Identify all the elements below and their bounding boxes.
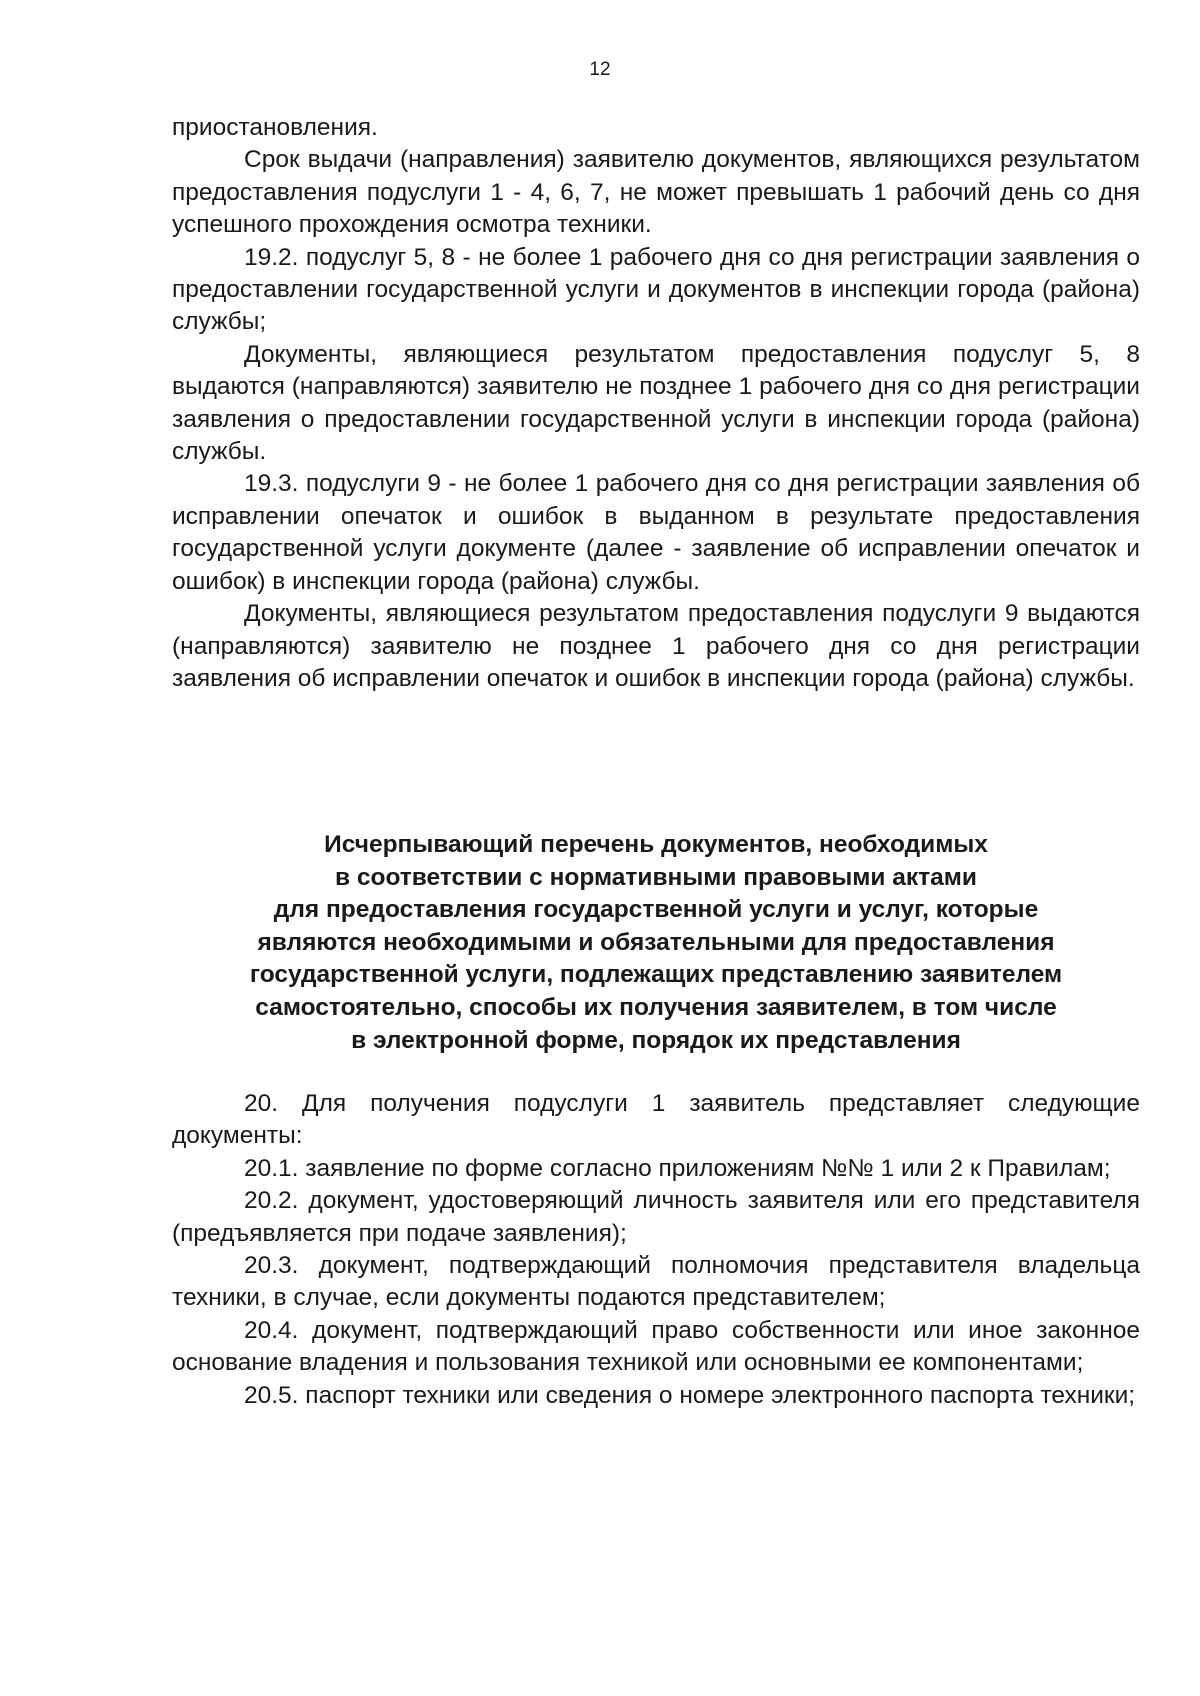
paragraph: Документы, являющиеся результатом предоставления подуслуг 5, 8 выдаются (направляются) заявителю не позднее 1 рабочего дня со дня регистрации заявления о предоставлении государственной услуги в инспекции города (района) службы. (172, 340, 1140, 466)
body-text-top (172, 112, 1140, 695)
body-text-bottom (172, 1088, 1140, 1412)
paragraph: 20.1. заявление по форме согласно приложениям №№ 1 или 2 к Правилам; (244, 1154, 1111, 1182)
heading-line: Исчерпывающий перечень документов, необходимых (324, 831, 988, 858)
page-number: 12 (589, 59, 611, 80)
paragraph: 20.5. паспорт техники или сведения о номере электронного паспорта техники; (244, 1381, 1136, 1409)
paragraph: 19.2. подуслуг 5, 8 - не более 1 рабочего дня со дня регистрации заявления о предоставлении государственной услуги и документов в инспекции города (района) службы; (172, 243, 1140, 336)
paragraph: Срок выдачи (направления) заявителю документов, являющихся результатом предоставления подуслуги 1 - 4, 6, 7, не может превышать 1 рабочий день со дня успешного прохождения осмотра техники. (172, 146, 1140, 239)
heading-line: для предоставления государственной услуги и услуг, которые (273, 896, 1039, 924)
heading-line: в электронной форме, порядок их представления (351, 1026, 961, 1054)
paragraph: приостановления. (172, 114, 378, 141)
heading-line: являются необходимыми и обязательными для предоставления (257, 928, 1055, 956)
paragraph: 20. Для получения подуслуги 1 заявитель представляет следующие документы: (172, 1090, 1140, 1150)
paragraph: 19.3. подуслуги 9 - не более 1 рабочего дня со дня регистрации заявления об исправлении опечаток и ошибок в выданном в результате предоставления государственной услуги документе (далее - заявление об исправлении опечаток и ошибок) в инспекции города (района) службы. (172, 470, 1140, 595)
paragraph: 20.2. документ, удостоверяющий личность заявителя или его представителя (предъявляется при подаче заявления); (172, 1187, 1140, 1247)
heading-line: государственной услуги, подлежащих представлению заявителем (249, 961, 1063, 989)
paragraph: 20.3. документ, подтверждающий полномочия представителя владельца техники, в случае, если документы подаются представителем; (172, 1252, 1140, 1312)
paragraph: 20.4. документ, подтверждающий право собственности или иное законное основание владения и пользования техникой или основными ее компонентами; (172, 1316, 1140, 1377)
section-heading (172, 829, 1140, 1057)
heading-line: в соответствии с нормативными правовыми актами (334, 863, 977, 891)
paragraph: Документы, являющиеся результатом предоставления подуслуги 9 выдаются (направляются) заявителю не позднее 1 рабочего дня со дня регистрации заявления об исправлении опечаток и ошибок в инспекции города (района) службы. (172, 600, 1140, 692)
heading-line: самостоятельно, способы их получения заявителем, в том числе (255, 993, 1057, 1021)
